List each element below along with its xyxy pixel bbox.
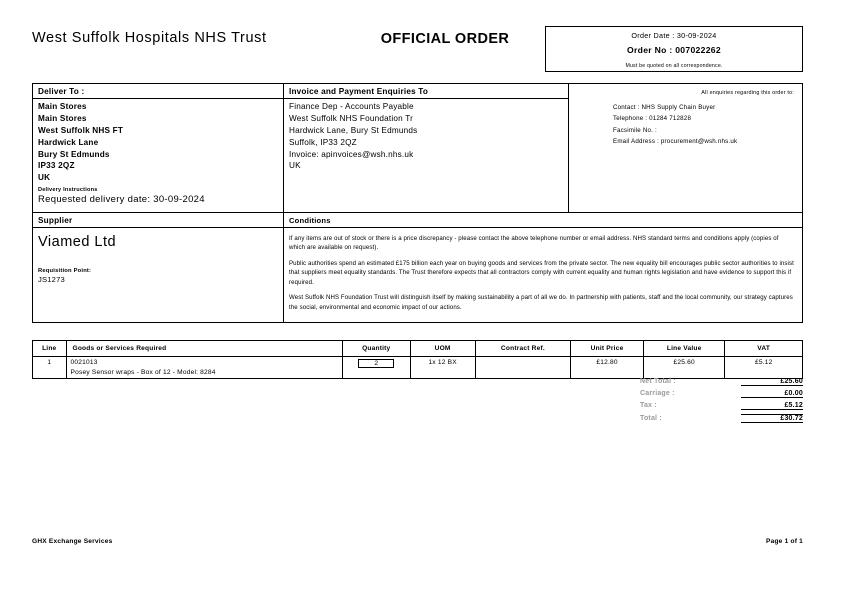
conditions-paragraph: Public authorities spend an estimated £175 billion each year on buying goods and services from the private sector. The new equality bill encourages public sector authorities to insist that suppliers meet equality standards. The Trust therefore expects that all contractors comply with current equality and human rights legislation and have evidence to support this if required.: [289, 259, 794, 286]
supplier-panel: [32, 213, 284, 323]
cell-line-number: 1: [33, 357, 67, 379]
order-note: Must be quoted on all correspondence.: [625, 63, 723, 69]
supplier-conditions-band: [32, 213, 803, 323]
requested-delivery-date: Requested delivery date: 30-09-2024: [38, 194, 205, 206]
requisition-point-value: JS1273: [38, 275, 65, 284]
table-header-row: [33, 341, 803, 357]
column-header-line: Line: [33, 341, 67, 357]
cell-unit-price: £12.80: [571, 357, 644, 379]
order-date: Order Date : 30-09-2024: [631, 31, 717, 40]
supplier-name: Viamed Ltd: [38, 234, 117, 250]
divider: [284, 227, 802, 228]
supplier-title: Supplier: [38, 216, 73, 225]
invoice-address-line: Suffolk, IP33 2QZ: [289, 137, 357, 147]
page-title: OFFICIAL ORDER: [380, 31, 510, 47]
deliver-to-line: Bury St Edmunds: [38, 149, 110, 159]
enquiries-contact: Contact : NHS Supply Chain Buyer: [613, 104, 716, 111]
conditions-panel: [284, 213, 803, 323]
footer-page-number: Page 1 of 1: [765, 538, 803, 545]
enquiries-telephone: Telephone : 01284 712828: [613, 115, 692, 123]
conditions-paragraph: If any items are out of stock or there is a price discrepancy - please contact the above telephone number or email address. NHS standard terms and conditions apply (copies of which are available on request).: [289, 235, 779, 252]
deliver-to-line: Main Stores: [38, 102, 87, 111]
footer-service-name: GHX Exchange Services: [32, 538, 113, 545]
carriage-label: Carriage :: [640, 390, 675, 397]
deliver-to-line: UK: [38, 173, 51, 183]
deliver-to-line: Main Stores: [38, 113, 87, 123]
item-code: 0021013: [70, 359, 98, 366]
delivery-instructions-label: Delivery Instructions: [38, 187, 98, 194]
cell-vat: £5.12: [725, 357, 803, 379]
column-header-line-value: Line Value: [643, 341, 724, 357]
net-total-label: Net Total :: [640, 378, 676, 385]
column-header-contract-ref: Contract Ref.: [475, 341, 571, 357]
deliver-to-line: IP33 2QZ: [38, 161, 75, 171]
carriage-value: £0.00: [741, 390, 803, 398]
invoice-address-line: UK: [289, 161, 301, 171]
invoice-address-line: Hardwick Lane, Bury St Edmunds: [289, 125, 418, 135]
invoice-address-line: Finance Dep - Accounts Payable: [289, 102, 414, 111]
tax-value: £5.12: [741, 402, 803, 410]
invoice-enquiries-title: Invoice and Payment Enquiries To: [289, 87, 429, 96]
column-header-goods: Goods or Services Required: [66, 341, 342, 357]
total-value: £30.72: [741, 414, 803, 423]
total-row: [640, 414, 803, 426]
total-label: Total :: [640, 415, 662, 422]
deliver-to-line: Hardwick Lane: [38, 137, 99, 147]
enquiries-email: Email Address : procurement@wsh.nhs.uk: [613, 138, 738, 146]
deliver-to-line: West Suffolk NHS FT: [38, 125, 124, 135]
item-description: Posey Sensor wraps - Box of 12 - Model: 8284: [70, 369, 216, 376]
tax-row: [640, 402, 803, 414]
totals-block: [640, 378, 803, 426]
deliver-to-address: [33, 99, 283, 184]
table-row: [33, 357, 803, 379]
order-number: Order No : 007022262: [627, 45, 721, 55]
net-total-row: [640, 378, 803, 390]
cell-uom: 1x 12 BX: [410, 357, 475, 379]
cell-quantity: [342, 357, 410, 379]
cell-line-value: £25.60: [643, 357, 724, 379]
enquiries-heading: All enquiries regarding this order to:: [701, 90, 794, 96]
conditions-title: Conditions: [289, 216, 331, 225]
address-band: [32, 83, 803, 213]
invoice-enquiries-panel: [284, 83, 569, 213]
line-items-table: [32, 340, 803, 379]
conditions-paragraph: West Suffolk NHS Foundation Trust will distinguish itself by making sustainability a part of all we do. In partnership with patients, staff and the local community, our strategy captures the social, environmental and economic impact of our actions.: [289, 294, 793, 311]
trust-name: West Suffolk Hospitals NHS Trust: [32, 30, 267, 46]
order-enquiries-panel: [569, 83, 803, 213]
invoice-address-line: Invoice: apinvoices@wsh.nhs.uk: [289, 149, 414, 159]
column-header-quantity: Quantity: [342, 341, 410, 357]
column-header-unit-price: Unit Price: [571, 341, 644, 357]
enquiries-facsimile: Facsimile No. :: [613, 126, 657, 134]
column-header-vat: VAT: [725, 341, 803, 357]
cell-goods-description: [66, 357, 342, 379]
deliver-to-title: Deliver To :: [38, 87, 85, 96]
invoice-address: [284, 99, 568, 172]
deliver-to-panel: [32, 83, 284, 213]
tax-label: Tax :: [640, 402, 657, 409]
column-header-uom: UOM: [410, 341, 475, 357]
enquiries-details: [569, 96, 802, 148]
requisition-point-label: Requisition Point:: [38, 268, 92, 274]
net-total-value: £25.60: [741, 378, 803, 386]
quantity-value: 2: [358, 359, 394, 368]
cell-contract-ref: [475, 357, 571, 379]
invoice-address-line: West Suffolk NHS Foundation Tr: [289, 113, 414, 123]
carriage-row: [640, 390, 803, 402]
